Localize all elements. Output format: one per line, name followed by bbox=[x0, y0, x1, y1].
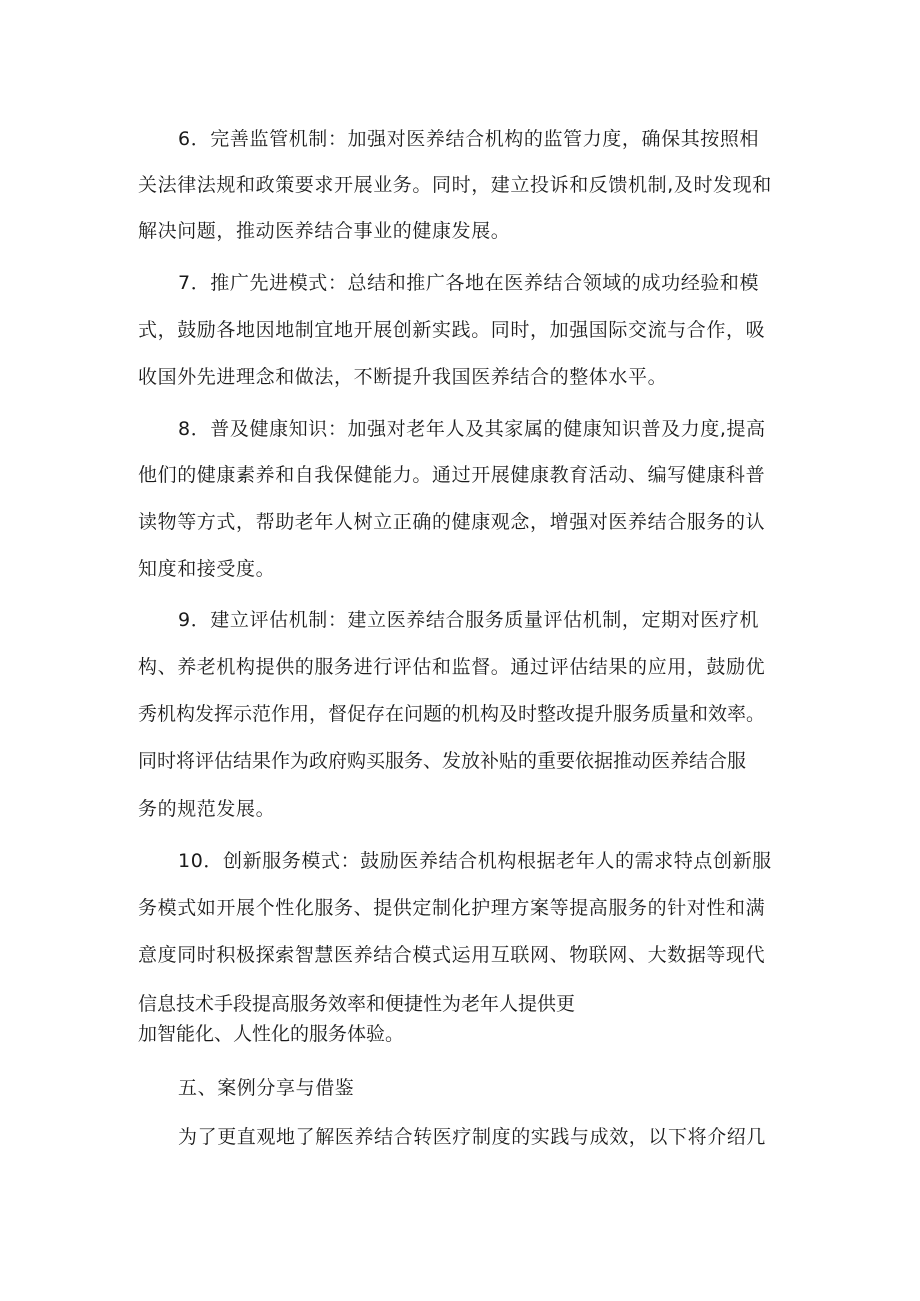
paragraph-line: 务的规范发展。 bbox=[138, 798, 276, 820]
paragraph-line: 秀机构发挥示范作用，督促存在问题的机构及时整改提升服务质量和效率。 bbox=[138, 703, 766, 725]
paragraph-line: 式，鼓励各地因地制宜地开展创新实践。同时，加强国际交流与合作，吸 bbox=[138, 319, 766, 341]
paragraph-line: 收国外先进理念和做法，不断提升我国医养结合的整体水平。 bbox=[138, 366, 668, 388]
paragraph-line: 构、养老机构提供的服务进行评估和监督。通过评估结果的应用，鼓励优 bbox=[138, 656, 766, 678]
section-heading: 五、案例分享与借鉴 bbox=[178, 1077, 355, 1099]
paragraph-line: 10．创新服务模式：鼓励医养结合机构根据老年人的需求特点创新服 bbox=[178, 850, 772, 872]
paragraph-line: 意度同时积极探索智慧医养结合模式运用互联网、物联网、大数据等现代 bbox=[138, 944, 766, 966]
paragraph-line: 他们的健康素养和自我保健能力。通过开展健康教育活动、编写健康科普 bbox=[138, 464, 766, 486]
paragraph-line: 7．推广先进模式：总结和推广各地在医养结合领域的成功经验和模 bbox=[178, 272, 760, 294]
paragraph-line: 解决问题，推动医养结合事业的健康发展。 bbox=[138, 220, 511, 242]
paragraph-line: 8．普及健康知识：加强对老年人及其家属的健康知识普及力度,提高 bbox=[178, 418, 766, 440]
paragraph-line: 信息技术手段提高服务效率和便捷性为老年人提供更 bbox=[138, 993, 576, 1015]
paragraph-line: 9．建立评估机制：建立医养结合服务质量评估机制，定期对医疗机 bbox=[178, 609, 760, 631]
paragraph-line: 为了更直观地了解医养结合转医疗制度的实践与成效，以下将介绍几 bbox=[178, 1126, 767, 1148]
paragraph-line: 加智能化、人性化的服务体验。 bbox=[138, 1023, 405, 1045]
paragraph-line: 知度和接受度。 bbox=[138, 558, 276, 580]
paragraph-line: 读物等方式，帮助老年人树立正确的健康观念，增强对医养结合服务的认 bbox=[138, 511, 766, 533]
paragraph-line: 务模式如开展个性化服务、提供定制化护理方案等提高服务的针对性和满 bbox=[138, 897, 766, 919]
paragraph-line: 同时将评估结果作为政府购买服务、发放补贴的重要依据推动医养结合服 bbox=[138, 750, 747, 772]
paragraph-line: 关法律法规和政策要求开展业务。同时，建立投诉和反馈机制,及时发现和 bbox=[138, 174, 772, 196]
paragraph-line: 6．完善监管机制：加强对医养结合机构的监管力度，确保其按照相 bbox=[178, 128, 760, 150]
